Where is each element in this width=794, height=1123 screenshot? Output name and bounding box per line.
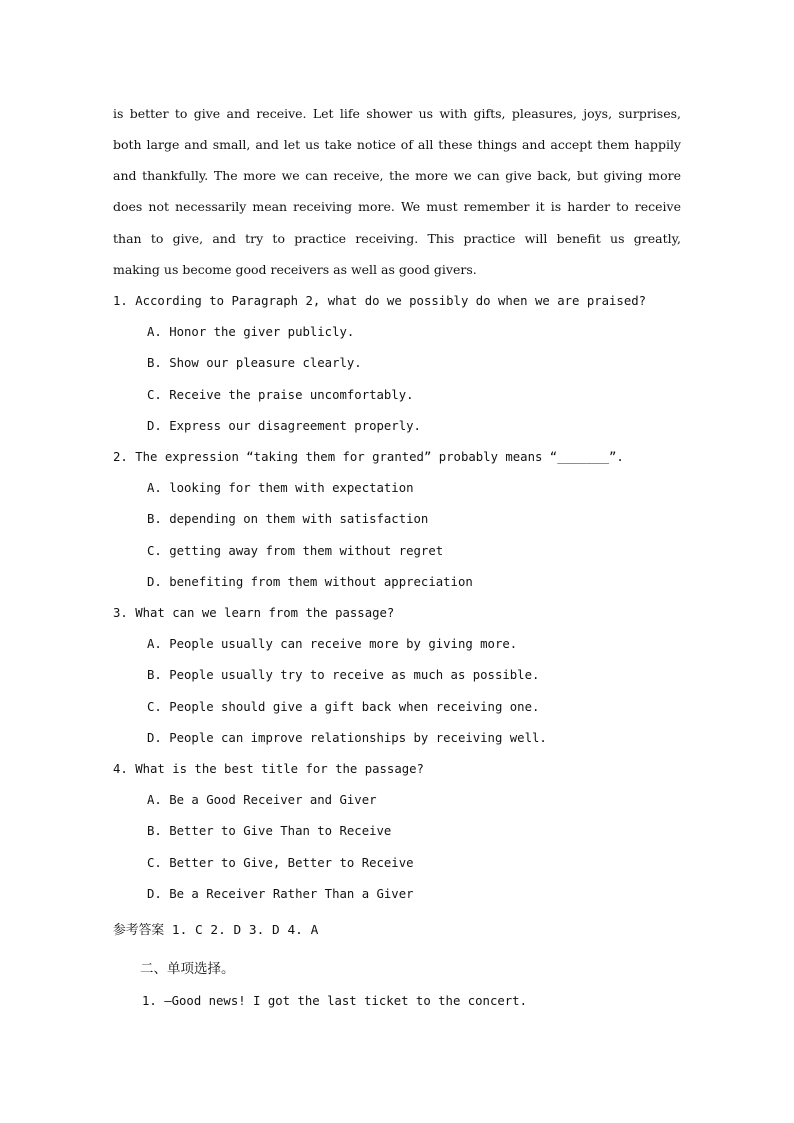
option-a: A. People usually can receive more by giving more. — [147, 637, 518, 651]
option-c: C. Better to Give, Better to Receive — [147, 856, 414, 870]
option-b: B. depending on them with satisfaction — [147, 512, 429, 526]
exercise-item: 1. —Good news! I got the last ticket to the concert. — [142, 994, 527, 1008]
option-a: A. Honor the giver publicly. — [147, 325, 355, 339]
passage-line: both large and small, and let us take notice of all these things and accept them happily — [113, 137, 681, 152]
option-b: B. People usually try to receive as much as possible. — [147, 668, 540, 682]
question-stem: 3. What can we learn from the passage? — [113, 606, 395, 620]
question-stem: 4. What is the best title for the passage? — [113, 762, 424, 776]
passage-line: and thankfully. The more we can receive, the more we can give back, but giving more — [113, 168, 681, 183]
passage-line: making us become good receivers as well as good givers. — [113, 262, 477, 277]
option-a: A. looking for them with expectation — [147, 481, 414, 495]
section-heading: 二、单项选择。 — [140, 961, 235, 977]
passage-line: than to give, and try to practice receiving. This practice will benefit us greatly, — [113, 231, 681, 246]
option-a: A. Be a Good Receiver and Giver — [147, 793, 377, 807]
question-stem: 2. The expression “taking them for granted” probably means “_______”. — [113, 450, 624, 464]
option-c: C. Receive the praise uncomfortably. — [147, 388, 414, 402]
question-stem: 1. According to Paragraph 2, what do we possibly do when we are praised? — [113, 294, 647, 308]
option-d: D. Be a Receiver Rather Than a Giver — [147, 887, 414, 901]
passage-line: is better to give and receive. Let life shower us with gifts, pleasures, joys, surprises, — [113, 106, 681, 121]
option-d: D. People can improve relationships by receiving well. — [147, 731, 547, 745]
answer-key: 参考答案 1. C 2. D 3. D 4. A — [113, 923, 319, 938]
option-d: D. Express our disagreement properly. — [147, 419, 421, 433]
option-c: C. getting away from them without regret — [147, 544, 444, 558]
option-b: B. Better to Give Than to Receive — [147, 824, 392, 838]
option-c: C. People should give a gift back when receiving one. — [147, 700, 540, 714]
option-b: B. Show our pleasure clearly. — [147, 356, 362, 370]
option-d: D. benefiting from them without appreciation — [147, 575, 473, 589]
passage-line: does not necessarily mean receiving more. We must remember it is harder to receive — [113, 199, 681, 214]
